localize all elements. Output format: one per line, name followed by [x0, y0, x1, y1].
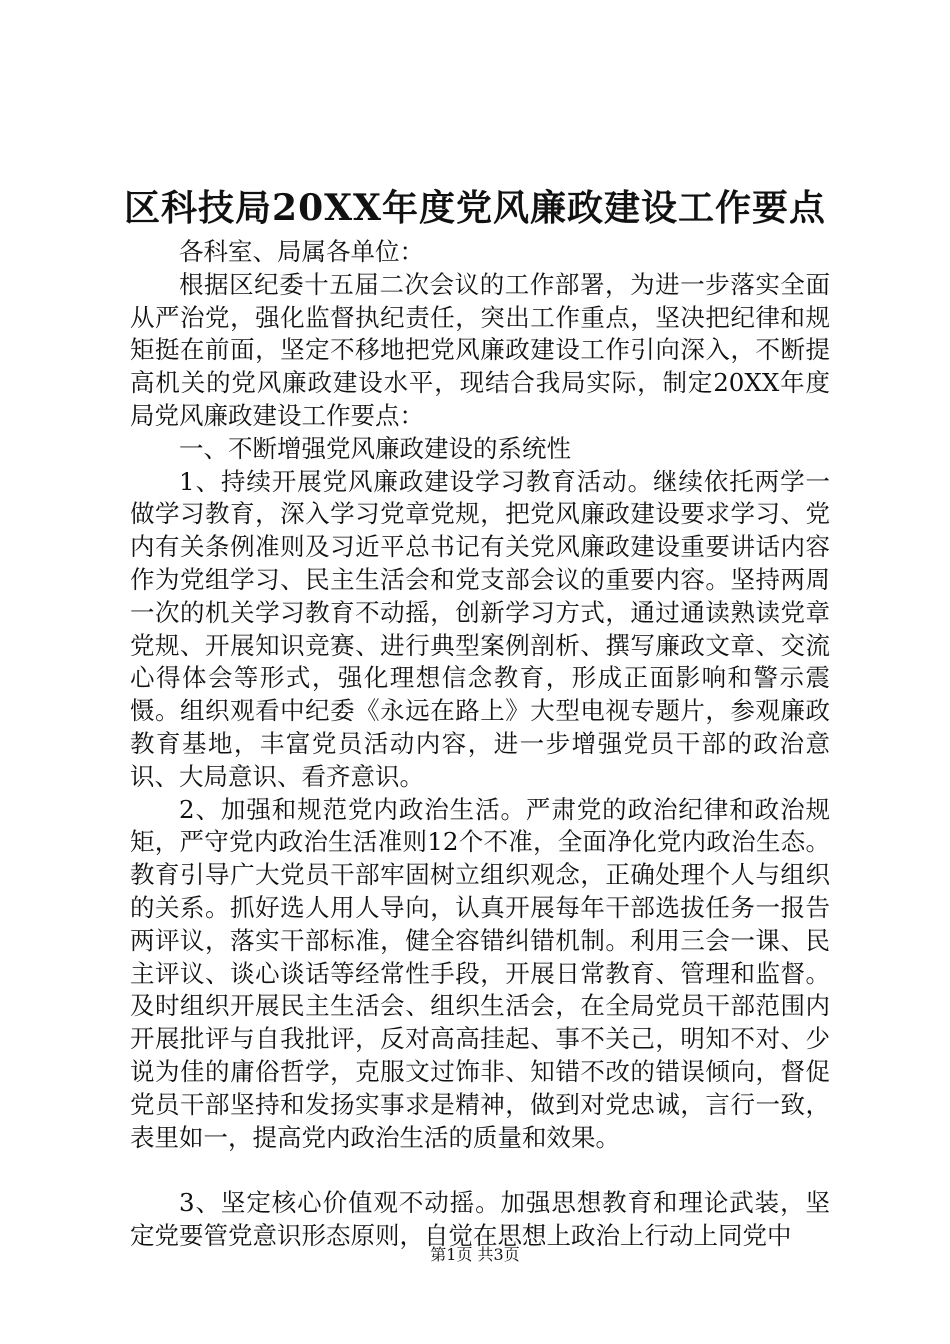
document-title: 区科技局20XX年度党风廉政建设工作要点	[124, 187, 826, 229]
paragraph-spacer	[130, 1154, 830, 1187]
paragraph-item-1: 1、持续开展党风廉政建设学习教育活动。继续依托两学一做学习教育，深入学习党章党规，把党风廉政建设要求学习、党内有关条例准则及习近平总书记有关党风廉政建设重要讲话内容作为党组学习、民主生活会和党支部会议的重要内容。坚持两周一次的机关学习教育不动摇，创新学习方式，通过通读熟读党章党规、开展知识竞赛、进行典型案例剖析、撰写廉政文章、交流心得体会等形式，强化理想信念教育，形成正面影响和警示震慑。组织观看中纪委《永远在路上》大型电视专题片，参观廉政教育基地，丰富党员活动内容，进一步增强党员干部的政治意识、大局意识、看齐意识。	[130, 466, 830, 791]
document-body	[130, 236, 830, 1253]
salutation: 各科室、局属各单位：	[179, 237, 424, 266]
page-footer: 第1页 共3页	[430, 1245, 520, 1264]
intro-paragraph: 根据区纪委十五届二次会议的工作部署，为进一步落实全面从严治党，强化监督执纪责任，突出工作重点，坚决把纪律和规矩挺在前面，坚定不移地把党风廉政建设工作引向深入，不断提高机关的党风廉政建设水平，现结合我局实际，制定20XX年度局党风廉政建设工作要点：	[130, 269, 830, 430]
paragraph-item-3: 3、坚定核心价值观不动摇。加强思想教育和理论武装，坚定党要管党意识形态原则，自觉在思想上政治上行动上同党中	[130, 1188, 830, 1250]
section-heading: 一、不断增强党风廉政建设的系统性	[179, 433, 571, 463]
paragraph-item-2: 2、加强和规范党内政治生活。严肃党的政治纪律和政治规矩，严守党内政治生活准则12个不准，全面净化党内政治生态。教育引导广大党员干部牢固树立组织观念，正确处理个人与组织的关系。抓好选人用人导向，认真开展每年干部选拔任务一报告两评议，落实干部标准，健全容错纠错机制。利用三会一课、民主评议、谈心谈话等经常性手段，开展日常教育、管理和监督。及时组织开展民主生活会、组织生活会，在全局党员干部范围内开展批评与自我批评，反对高高挂起、事不关己，明知不对、少说为佳的庸俗哲学，克服文过饰非、知错不改的错误倾向，督促党员干部坚持和发扬实事求是精神，做到对党忠诚，言行一致，表里如一，提高党内政治生活的质量和效果。	[130, 794, 830, 1152]
